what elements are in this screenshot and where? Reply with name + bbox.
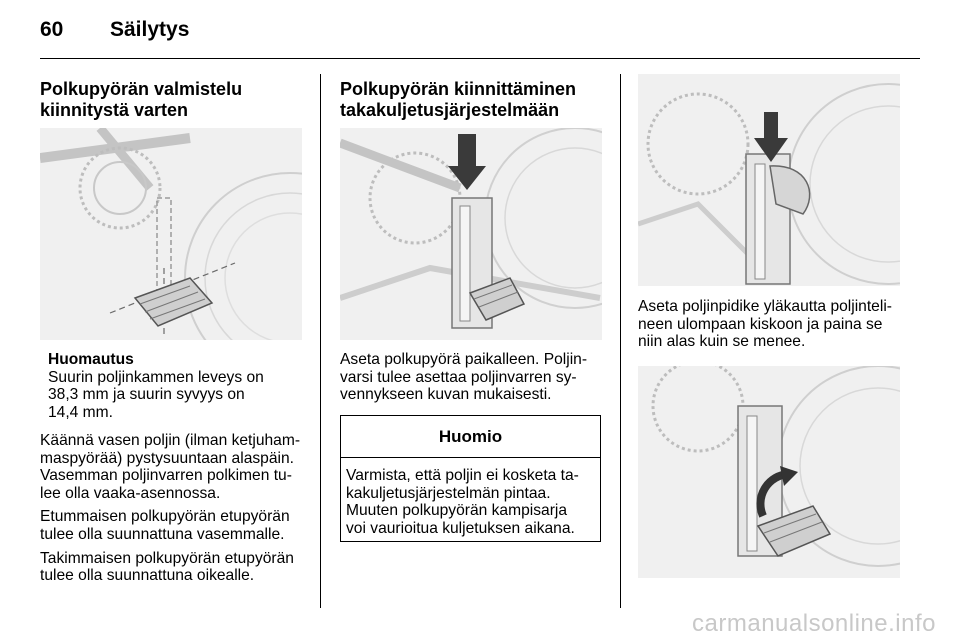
text-line: Vasemman poljinvarren polkimen tu- <box>40 467 292 485</box>
text-line: Aseta polkupyörä paikalleen. Poljin- <box>340 351 588 368</box>
text-line: varsi tulee asettaa poljinvarren sy- <box>340 368 577 386</box>
column-1-heading <box>40 79 315 121</box>
paragraph <box>638 298 928 351</box>
text-line: neen ulompaan kiskoon ja paina se <box>638 315 883 333</box>
text-line: Takimmaisen polkupyörän etupyörän <box>40 549 294 567</box>
page-number: 60 <box>40 18 64 41</box>
column-3-body <box>638 298 928 351</box>
text-line: Käännä vasen poljin (ilman ketjuham- <box>40 432 301 449</box>
text-line: tulee olla suunnattuna oikealle. <box>40 567 255 585</box>
heading-line: takakuljetusjärjestelmään <box>340 100 560 120</box>
text-line: lee olla vaaka-asennossa. <box>40 484 221 502</box>
pedal-press-illustration <box>638 366 900 578</box>
text-line: maspyörää) pystysuuntaan alaspäin. <box>40 449 294 467</box>
heading-line: kiinnitystä varten <box>40 100 189 120</box>
pedal-crank-illustration <box>40 128 302 340</box>
pedal-holder-illustration <box>638 74 900 286</box>
note-block <box>48 351 308 421</box>
rack-attach-illustration <box>340 128 602 340</box>
heading-line: Polkupyörän kiinnittäminen <box>340 79 577 99</box>
header-rule <box>40 58 920 59</box>
column-2-body <box>340 351 620 404</box>
caution-title: Huomio <box>341 416 600 458</box>
text-line: tulee olla suunnattuna vasemmalle. <box>40 525 285 543</box>
text-line: Varmista, että poljin ei kosketa ta- <box>346 467 579 484</box>
text-line: Etummaisen polkupyörän etupyörän <box>40 508 290 526</box>
caution-box <box>340 415 601 542</box>
paragraph <box>40 550 320 585</box>
note-line: 14,4 mm. <box>48 403 113 421</box>
text-line: Muuten polkupyörän kampisarja <box>346 502 568 520</box>
note-line: Suurin poljinkammen leveys on <box>48 368 264 386</box>
paragraph <box>40 508 320 543</box>
watermark: carmanualsonline.info <box>692 610 936 637</box>
paragraph <box>40 432 320 502</box>
text-line: vennykseen kuvan mukaisesti. <box>340 386 552 404</box>
column-1-body <box>40 432 320 585</box>
caution-body <box>341 458 600 537</box>
paragraph <box>340 351 620 404</box>
note-line: 38,3 mm ja suurin syvyys on <box>48 386 245 404</box>
column-divider-2 <box>620 74 621 608</box>
note-title: Huomautus <box>48 351 134 368</box>
text-line: kakuljetusjärjestelmän pintaa. <box>346 484 551 502</box>
text-line: Aseta poljinpidike yläkautta poljinteli- <box>638 298 892 315</box>
section-title: Säilytys <box>110 18 190 41</box>
text-line: niin alas kuin se menee. <box>638 333 806 351</box>
heading-line: Polkupyörän valmistelu <box>40 79 243 99</box>
text-line: voi vaurioitua kuljetuksen aikana. <box>346 519 575 537</box>
column-2-heading <box>340 79 615 121</box>
column-divider-1 <box>320 74 321 608</box>
